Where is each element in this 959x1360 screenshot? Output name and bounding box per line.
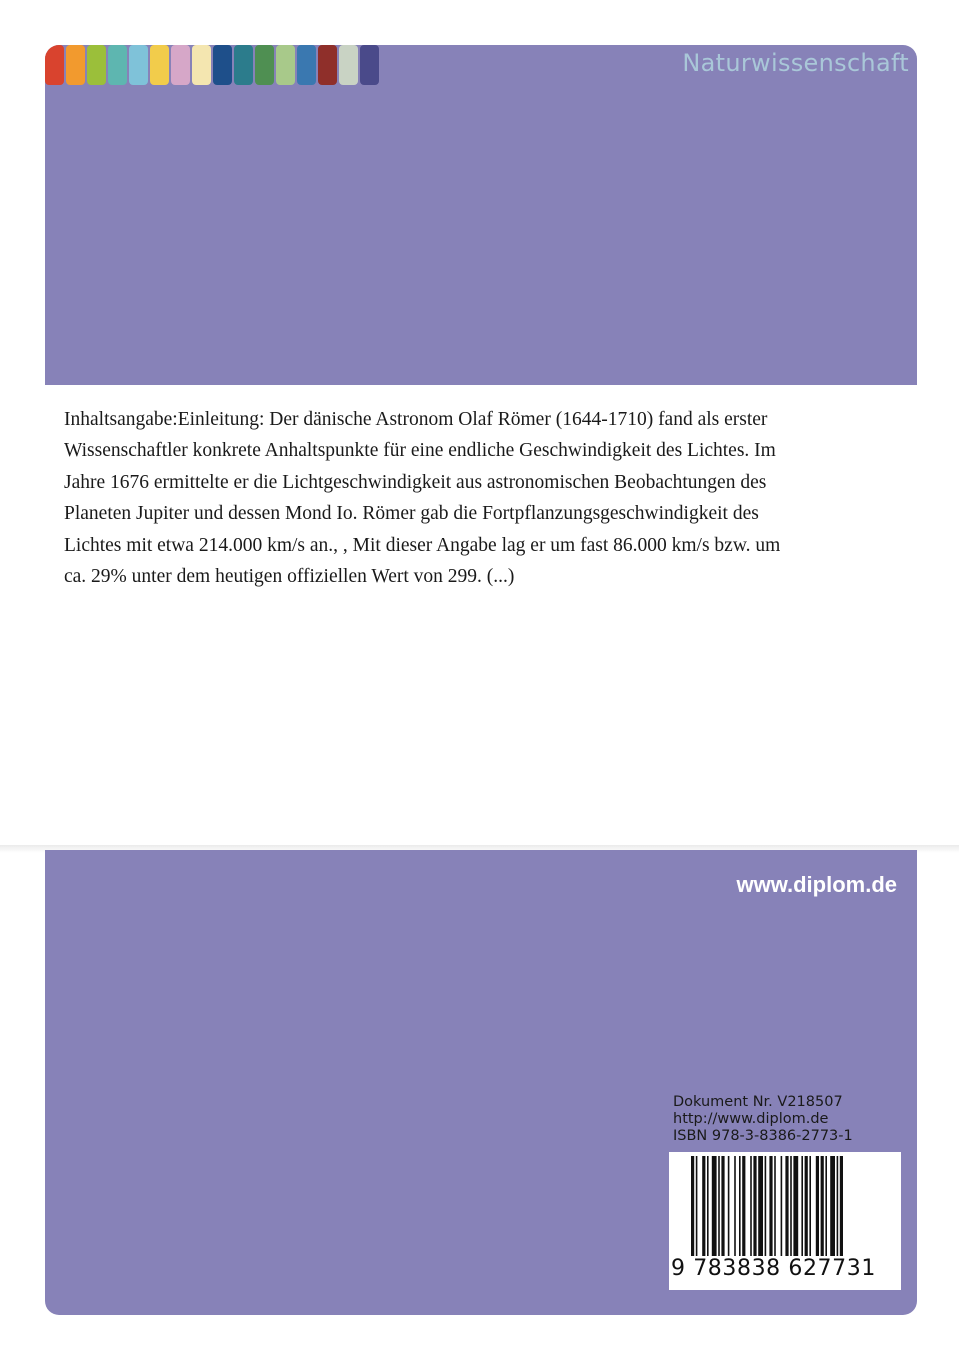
barcode-bar — [707, 1156, 709, 1256]
color-stripe — [129, 45, 148, 85]
barcode-bar — [825, 1156, 827, 1256]
barcode-bar — [840, 1156, 843, 1256]
color-stripe — [297, 45, 316, 85]
abstract-text: Inhaltsangabe:Einleitung: Der dänische Astronom Olaf Römer (1644-1710) fand als erster Wissenschaftler konkrete Anhaltspunkte für eine endliche Geschwindigkeit des Lichtes. Im Jahre 1676 ermittelte er die Lichtgeschwindigkeit aus astronomischen Beobachtungen des Planeten Jupiter und dessen Mond Io. Römer gab die Fortpflanzungsgeschwindigkeit des Lichtes mit etwa 214.000 km/s an., , Mit dieser Angabe lag er um fast 86.000 km/s bzw. um ca. 29% unter dem heutigen offiziellen Wert von 299. (...) — [64, 409, 781, 588]
color-stripe — [171, 45, 190, 85]
document-url: http://www.diplom.de — [673, 1111, 829, 1127]
barcode-bar — [739, 1156, 741, 1256]
color-stripe — [87, 45, 106, 85]
barcode-bar — [837, 1156, 839, 1256]
barcode-bar — [793, 1156, 798, 1256]
color-stripe — [45, 45, 64, 85]
barcode-bar — [801, 1156, 803, 1256]
color-stripe — [318, 45, 337, 85]
barcode-bar — [765, 1156, 767, 1256]
top-cover-panel — [45, 45, 917, 385]
barcode-bar — [774, 1156, 776, 1256]
barcode-bar — [769, 1156, 772, 1256]
color-stripe — [339, 45, 358, 85]
color-stripe — [234, 45, 253, 85]
color-stripe — [150, 45, 169, 85]
category-label: Naturwissenschaft — [682, 49, 909, 77]
barcode-bar — [821, 1156, 824, 1256]
barcode-bar — [809, 1156, 811, 1256]
color-stripe — [276, 45, 295, 85]
document-info — [673, 1094, 853, 1145]
barcode-bar — [728, 1156, 730, 1256]
barcode-bar — [718, 1156, 720, 1256]
barcode-bar — [753, 1156, 756, 1256]
barcode-bar — [721, 1156, 724, 1256]
color-stripe — [192, 45, 211, 85]
barcode-bar — [758, 1156, 763, 1256]
barcode-bar — [785, 1156, 788, 1256]
barcode-bar — [750, 1156, 752, 1256]
color-stripe — [66, 45, 85, 85]
barcode — [669, 1152, 901, 1290]
barcode-bar — [702, 1156, 705, 1256]
barcode-bar — [696, 1156, 698, 1256]
barcode-bars — [691, 1156, 881, 1256]
bottom-cover-panel — [45, 850, 917, 1315]
color-stripe — [360, 45, 379, 85]
barcode-bar — [691, 1156, 694, 1256]
barcode-digits: 9 783838 627731 — [671, 1256, 876, 1281]
barcode-bar — [742, 1156, 745, 1256]
color-stripe — [213, 45, 232, 85]
barcode-bar — [790, 1156, 792, 1256]
color-stripe — [108, 45, 127, 85]
color-stripe — [255, 45, 274, 85]
barcode-bar — [816, 1156, 819, 1256]
color-stripes — [45, 45, 385, 85]
isbn: ISBN 978-3-8386-2773-1 — [673, 1128, 853, 1144]
document-number: Dokument Nr. V218507 — [673, 1094, 843, 1110]
barcode-bar — [805, 1156, 808, 1256]
barcode-bar — [734, 1156, 736, 1256]
barcode-bar — [830, 1156, 835, 1256]
website-link[interactable]: www.diplom.de — [736, 872, 897, 897]
barcode-bar — [712, 1156, 717, 1256]
barcode-bar — [781, 1156, 783, 1256]
